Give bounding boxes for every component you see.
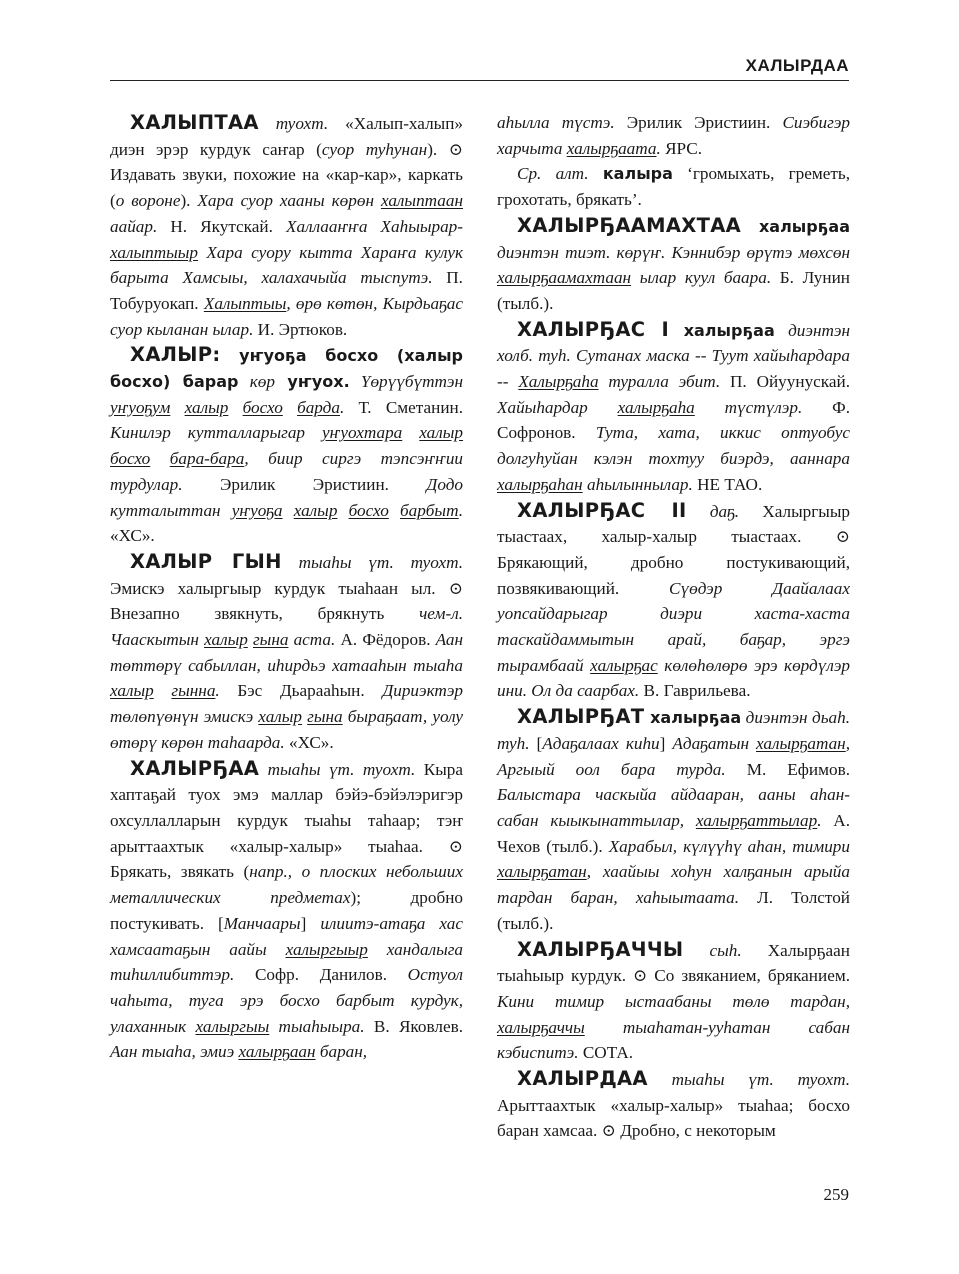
header-rule	[110, 80, 849, 81]
circled-dot-icon: ⊙	[448, 836, 463, 856]
circled-dot-icon: ⊙	[448, 139, 463, 159]
entry-continuation: аһылла түстэ. Эрилик Эристиин. Сиэбигэр харчыта халырҕаата. ЯРС.	[497, 113, 850, 158]
headword: ХАЛЫПТАА	[130, 111, 259, 134]
headword: ХАЛЫРҔАТ	[517, 705, 645, 729]
entry-khalyrghaamakhtaa: ХАЛЫРҔААМАХТАА халырҕаа диэнтэн тиэт. көрүҥ. Кэннибэр өрүтэ мөхсөн халырҕаамахтаан ылар куул баара. Б. Лунин (тылб.).	[497, 213, 850, 313]
entry-khalyrghas-1: ХАЛЫРҔАС I халырҕаа диэнтэн холб. туһ. Сутанах маска -- Туут хайыһардара -- Халырҕаһа туралла эбит. П. Ойуунускай. Хайыһардар халырҕаһа түстүлэр. Ф. Софронов. Тута, хата, иккис оптуобус долгуһуйан кэлэн тохтуу биэрдэ, ааннара халырҕаһан аһылыннылар. НЕ ТАО.	[497, 317, 851, 494]
entry-khalyr-gyn: ХАЛЫР ГЫН тыаһы үт. туохт. Эмискэ халыргыыр курдук тыаһаан ыл. ⊙ Внезапно звякнуть, брякнуть чем-л. Чааскытын халыр гына аста. А. Фёдоров. Аан төттөрү сабыллан, иһирдьэ хатааһын тыаһа халыр гынна. Бэс Дьарааһын. Дириэктэр төлөпүөнүн эмискэ халыр гына быраҕаат, уолу өтөрү көрөн таһаарда. «ХС».	[110, 549, 464, 752]
entry-khalyrghachchy: ХАЛЫРҔАЧЧЫ сыһ. Халырҕаан тыаһыыр курдук. ⊙ Со звяканием, бряканием. Кини тимир ыстаабаны төлө тардан, халырҕаччы тыаһатан-ууһатан сабан кэбиспитэ. СОТА.	[497, 937, 850, 1063]
circled-dot-icon: ⊙	[835, 527, 850, 547]
circled-dot-icon: ⊙	[633, 966, 648, 986]
entry-khalyr: ХАЛЫР: уҥуоҕа босхо (халыр босхо) барар көр уҥуох. Үөрүүбүттэн уҥуоҕум халыр босхо барда. Т. Сметанин. Кинилэр кутталларыгар уҥуохтара халыр босхо бара-бара, биир сиргэ тэпсэҥҥии турдулар. Эрилик Эристиин. Додо кутталыттан уҥуоҕа халыр босхо барбыт. «ХС».	[110, 343, 464, 546]
headword: ХАЛЫРДАА	[517, 1067, 648, 1091]
headword: ХАЛЫР ГЫН	[130, 549, 282, 573]
headword: ХАЛЫРҔАС II	[517, 498, 687, 522]
etymology-note: Ср. алт. калыра ‘громыхать, греметь, грохотать, брякать’.	[497, 164, 851, 210]
right-column	[497, 110, 850, 1144]
entry-khalyrghas-2: ХАЛЫРҔАС II даҕ. Халыргыыр тыастаах, халыр-халыр тыастаах. ⊙ Брякающий, дробно постукивающий, позвякивающий. Сүөдэр Даайалаах уопсайдарыгар диэри хаста-хаста таскайдаммытын арай, баҕар, эргэ тырамбаай халырҕас көлөһөлөрө эрэ көрдүлэр ини. Ол да саарбах. В. Гаврильева.	[497, 498, 850, 701]
entry-khalyptaa: ХАЛЫПТАА туохт. «Халып-халып» диэн эрэр курдук саҥар (суор туһунан). ⊙ Издавать звуки, похожие на «кар-кар», каркать (о вороне). Хара суор хааны көрөн халыптаан аайар. Н. Якутскай. Халлааҥҥа Хаһыырар-халыптыыр Хара суору кытта Хараҥа кулук барыта Хамсыы, халахачыйа тыспутэ. П. Тобуруокап. Халыптыы, өрө көтөн, Кырдьаҕас суор кыланан ылар. И. Эртюков.	[110, 111, 464, 339]
entry-khalyrghaa: ХАЛЫРҔАА тыаһы үт. туохт. Кыра хаптаҕай туох эмэ маллар бэйэ-бэйэлэригэр охсуллалларын курдук тыаһы таһаар; тэҥ арыттаахтык «халыр-халыр» тыаһаа. ⊙ Брякать, звякать (напр., о плоских небольших металлических предметах); дробно постукивать. [Манчаары] илиитэ-атаҕа хас хамсаатаҕын аайы халыргыыр хандалыга тиһиллибиттэр. Софр. Данилов. Остуол чаһыта, туга эрэ босхо барбыт курдук, улаханнык халыргыы тыаһыыра. В. Яковлев. Аан тыаһа, эмиэ халырҕаан баран,	[110, 756, 464, 1062]
circled-dot-icon: ⊙	[601, 1121, 616, 1141]
circled-dot-icon: ⊙	[448, 578, 463, 598]
headword: ХАЛЫРҔАЧЧЫ	[517, 937, 684, 961]
left-column	[110, 110, 463, 1065]
entry-khalyrghat: ХАЛЫРҔАТ халырҕаа диэнтэн дьаһ. туһ. [Адаҕалаах киһи] Адаҕатын халырҕатан, Аргыый оол бара турда. М. Ефимов. Балыстара часкыйа айдааран, ааны аһан-сабан кыыкынаттылар, халырҕаттылар. А. Чехов (тылб.). Харабыл, күлүүһү аһан, тимири халырҕатан, хаайыы хоһун халҕанын арыйа тардан баран, хаһыытаата. Л. Толстой (тылб.).	[497, 705, 851, 933]
page-number: 259	[823, 1185, 849, 1204]
entry-khalyrdaa: ХАЛЫРДАА тыаһы үт. туохт. Арыттаахтык «халыр-халыр» тыаһаа; босхо баран хамсаа. ⊙ Дробно, с некоторым	[497, 1067, 851, 1141]
headword: ХАЛЫРҔАА	[130, 756, 260, 780]
running-head: ХАЛЫРДАА	[745, 56, 849, 75]
headword: ХАЛЫРҔААМАХТАА	[517, 213, 741, 237]
headword: ХАЛЫРҔАС I	[517, 317, 670, 341]
headword: ХАЛЫР:	[130, 343, 221, 367]
